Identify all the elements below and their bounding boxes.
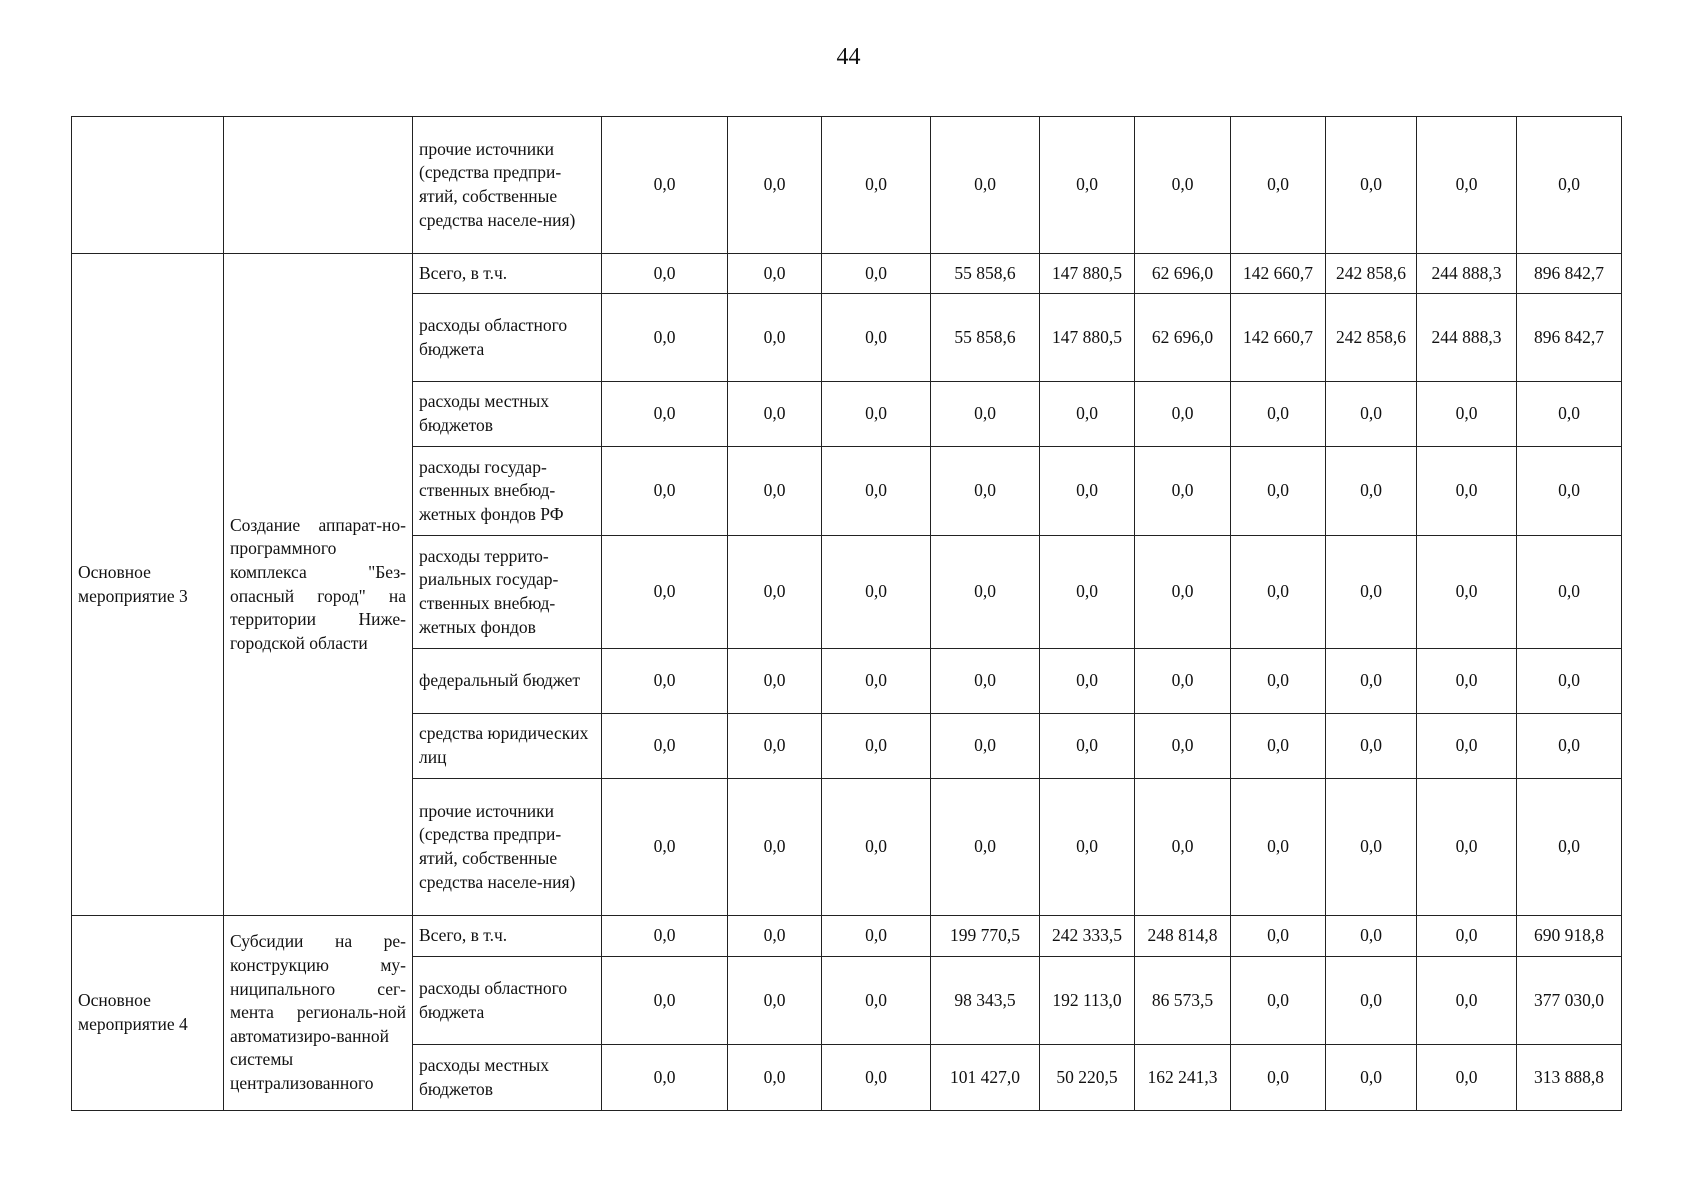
value-cell: 0,0 [728, 382, 822, 447]
event-name-cell [224, 117, 413, 254]
table-row [72, 254, 1622, 294]
value-cell: 0,0 [1326, 779, 1417, 916]
value-cell: 0,0 [1517, 536, 1622, 649]
value-cell: 0,0 [602, 916, 728, 957]
value-cell: 244 888,3 [1417, 294, 1517, 382]
value-cell: 0,0 [931, 714, 1040, 779]
value-cell: 0,0 [1417, 779, 1517, 916]
value-cell: 0,0 [1040, 382, 1135, 447]
event-cell [72, 117, 224, 254]
funding-source-cell: прочие источники (средства предпри-ятий, собственные средства населе-ния) [413, 779, 602, 916]
value-cell: 0,0 [1135, 447, 1231, 536]
value-cell: 0,0 [822, 957, 931, 1045]
funding-table [71, 116, 1622, 1111]
value-cell: 62 696,0 [1135, 294, 1231, 382]
value-cell: 0,0 [602, 536, 728, 649]
value-cell: 0,0 [1135, 779, 1231, 916]
value-cell: 0,0 [1231, 957, 1326, 1045]
value-cell: 0,0 [602, 1045, 728, 1111]
funding-source-cell: федеральный бюджет [413, 649, 602, 714]
value-cell: 0,0 [1326, 916, 1417, 957]
value-cell: 0,0 [1231, 117, 1326, 254]
value-cell: 0,0 [1231, 1045, 1326, 1111]
value-cell: 0,0 [822, 447, 931, 536]
value-cell: 0,0 [1231, 916, 1326, 957]
value-cell: 0,0 [1326, 447, 1417, 536]
funding-source-cell: расходы государ-ственных внебюд-жетных фондов РФ [413, 447, 602, 536]
value-cell: 0,0 [931, 382, 1040, 447]
funding-source-cell: расходы террито-риальных государ-ственных внебюд-жетных фондов [413, 536, 602, 649]
value-cell: 199 770,5 [931, 916, 1040, 957]
value-cell: 98 343,5 [931, 957, 1040, 1045]
value-cell: 0,0 [1517, 714, 1622, 779]
value-cell: 0,0 [602, 117, 728, 254]
page-number: 44 [836, 44, 861, 70]
funding-source-cell: средства юридических лиц [413, 714, 602, 779]
event-name-cell: Создание аппарат-но-программного комплекса "Без-опасный город" на территории Ниже-городской области [224, 254, 413, 916]
value-cell: 0,0 [602, 447, 728, 536]
value-cell: 0,0 [602, 294, 728, 382]
value-cell: 0,0 [1417, 536, 1517, 649]
value-cell: 55 858,6 [931, 294, 1040, 382]
value-cell: 0,0 [728, 714, 822, 779]
value-cell: 244 888,3 [1417, 254, 1517, 294]
value-cell: 62 696,0 [1135, 254, 1231, 294]
value-cell: 0,0 [1231, 649, 1326, 714]
value-cell: 0,0 [1231, 779, 1326, 916]
value-cell: 0,0 [602, 254, 728, 294]
value-cell: 0,0 [822, 649, 931, 714]
value-cell: 0,0 [728, 294, 822, 382]
value-cell: 0,0 [728, 536, 822, 649]
value-cell: 0,0 [1135, 382, 1231, 447]
value-cell: 0,0 [602, 649, 728, 714]
funding-table-body [72, 117, 1622, 1111]
value-cell: 0,0 [1326, 649, 1417, 714]
value-cell: 0,0 [602, 714, 728, 779]
value-cell: 0,0 [1517, 649, 1622, 714]
value-cell: 0,0 [1040, 447, 1135, 536]
value-cell: 0,0 [728, 447, 822, 536]
funding-source-cell: прочие источники (средства предпри-ятий, собственные средства населе-ния) [413, 117, 602, 254]
value-cell: 0,0 [822, 1045, 931, 1111]
value-cell: 242 858,6 [1326, 294, 1417, 382]
value-cell: 162 241,3 [1135, 1045, 1231, 1111]
value-cell: 0,0 [1326, 536, 1417, 649]
value-cell: 242 858,6 [1326, 254, 1417, 294]
value-cell: 0,0 [1326, 714, 1417, 779]
value-cell: 0,0 [1417, 1045, 1517, 1111]
value-cell: 0,0 [931, 117, 1040, 254]
value-cell: 0,0 [822, 779, 931, 916]
value-cell: 0,0 [1135, 536, 1231, 649]
value-cell: 0,0 [1231, 536, 1326, 649]
table-row [72, 916, 1622, 957]
value-cell: 0,0 [1231, 447, 1326, 536]
value-cell: 0,0 [1326, 382, 1417, 447]
value-cell: 0,0 [1417, 382, 1517, 447]
value-cell: 690 918,8 [1517, 916, 1622, 957]
value-cell: 242 333,5 [1040, 916, 1135, 957]
value-cell: 0,0 [822, 916, 931, 957]
value-cell: 0,0 [1040, 117, 1135, 254]
value-cell: 313 888,8 [1517, 1045, 1622, 1111]
value-cell: 0,0 [1517, 117, 1622, 254]
value-cell: 55 858,6 [931, 254, 1040, 294]
value-cell: 0,0 [602, 779, 728, 916]
value-cell: 0,0 [822, 117, 931, 254]
value-cell: 0,0 [1040, 649, 1135, 714]
value-cell: 0,0 [822, 536, 931, 649]
value-cell: 0,0 [822, 382, 931, 447]
value-cell: 0,0 [1135, 649, 1231, 714]
value-cell: 0,0 [1417, 649, 1517, 714]
funding-source-cell: Всего, в т.ч. [413, 254, 602, 294]
value-cell: 0,0 [822, 714, 931, 779]
value-cell: 896 842,7 [1517, 294, 1622, 382]
value-cell: 0,0 [1135, 117, 1231, 254]
value-cell: 0,0 [931, 447, 1040, 536]
event-cell: Основное мероприятие 4 [72, 916, 224, 1111]
value-cell: 0,0 [1417, 916, 1517, 957]
funding-source-cell: расходы областного бюджета [413, 957, 602, 1045]
value-cell: 0,0 [822, 254, 931, 294]
value-cell: 86 573,5 [1135, 957, 1231, 1045]
event-cell: Основное мероприятие 3 [72, 254, 224, 916]
value-cell: 0,0 [822, 294, 931, 382]
value-cell: 147 880,5 [1040, 254, 1135, 294]
value-cell: 192 113,0 [1040, 957, 1135, 1045]
value-cell: 248 814,8 [1135, 916, 1231, 957]
value-cell: 0,0 [728, 779, 822, 916]
value-cell: 0,0 [1040, 714, 1135, 779]
value-cell: 0,0 [602, 957, 728, 1045]
value-cell: 0,0 [931, 779, 1040, 916]
value-cell: 0,0 [1326, 1045, 1417, 1111]
value-cell: 0,0 [728, 957, 822, 1045]
value-cell: 0,0 [1517, 779, 1622, 916]
value-cell: 0,0 [1231, 714, 1326, 779]
value-cell: 0,0 [1040, 536, 1135, 649]
value-cell: 0,0 [931, 649, 1040, 714]
funding-source-cell: Всего, в т.ч. [413, 916, 602, 957]
value-cell: 142 660,7 [1231, 294, 1326, 382]
value-cell: 0,0 [728, 649, 822, 714]
value-cell: 147 880,5 [1040, 294, 1135, 382]
value-cell: 896 842,7 [1517, 254, 1622, 294]
value-cell: 0,0 [1326, 957, 1417, 1045]
value-cell: 0,0 [728, 916, 822, 957]
value-cell: 142 660,7 [1231, 254, 1326, 294]
funding-source-cell: расходы областного бюджета [413, 294, 602, 382]
value-cell: 0,0 [1417, 117, 1517, 254]
value-cell: 0,0 [1231, 382, 1326, 447]
value-cell: 0,0 [1417, 447, 1517, 536]
value-cell: 0,0 [1417, 714, 1517, 779]
value-cell: 0,0 [1135, 714, 1231, 779]
funding-source-cell: расходы местных бюджетов [413, 382, 602, 447]
value-cell: 0,0 [1517, 447, 1622, 536]
value-cell: 0,0 [931, 536, 1040, 649]
value-cell: 0,0 [1040, 779, 1135, 916]
value-cell: 0,0 [602, 382, 728, 447]
value-cell: 377 030,0 [1517, 957, 1622, 1045]
event-name-cell: Субсидии на ре-конструкцию му-ниципального сег-мента региональ-ной автоматизиро-ванной системы централизованного [224, 916, 413, 1111]
funding-source-cell: расходы местных бюджетов [413, 1045, 602, 1111]
value-cell: 0,0 [1517, 382, 1622, 447]
value-cell: 0,0 [728, 254, 822, 294]
value-cell: 0,0 [728, 117, 822, 254]
value-cell: 50 220,5 [1040, 1045, 1135, 1111]
value-cell: 0,0 [1326, 117, 1417, 254]
table-row [72, 117, 1622, 254]
value-cell: 0,0 [1417, 957, 1517, 1045]
value-cell: 101 427,0 [931, 1045, 1040, 1111]
value-cell: 0,0 [728, 1045, 822, 1111]
